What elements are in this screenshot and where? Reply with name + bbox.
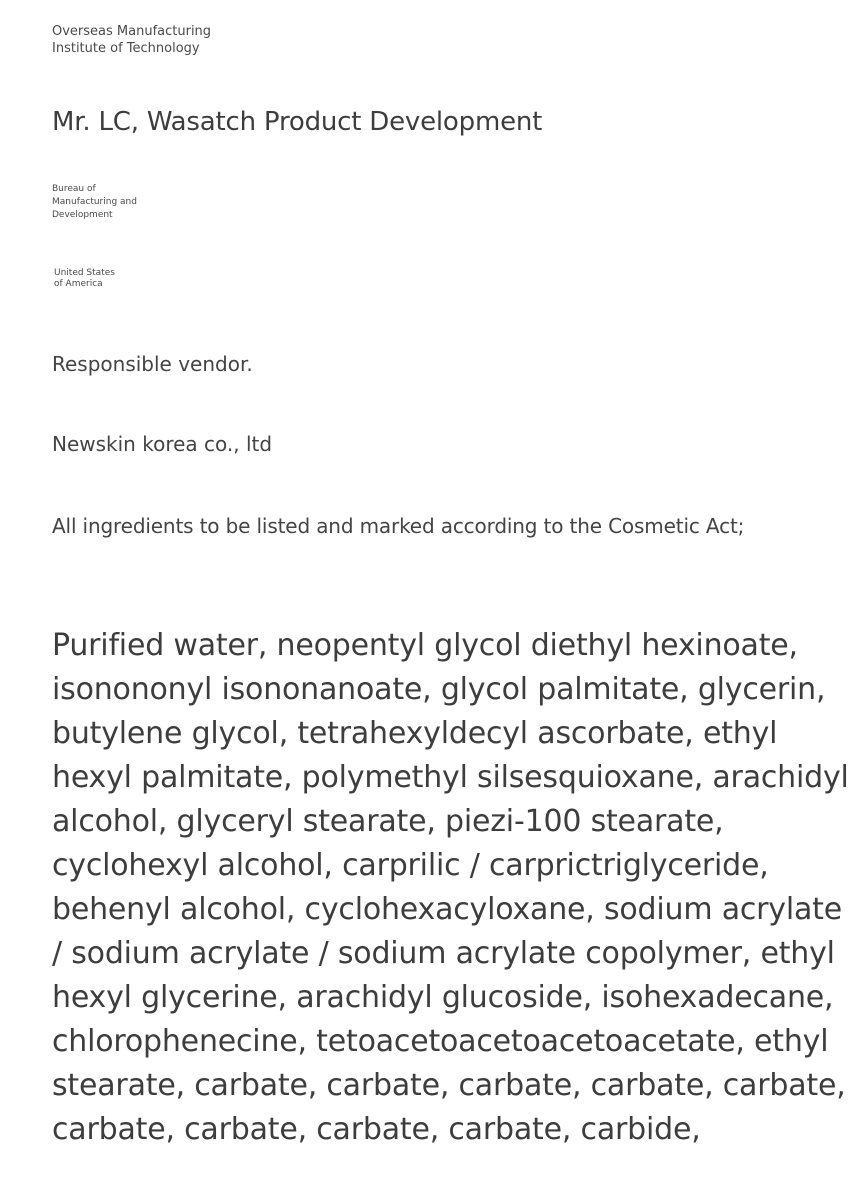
- ingredients-line: isonononyl isononanoate, glycol palmitate, glycerin,: [52, 672, 826, 707]
- organization-name-line-1: Overseas Manufacturing: [52, 24, 212, 39]
- vendor-name: Newskin korea co., ltd: [52, 432, 273, 456]
- ingredients-line: butylene glycol, tetrahexyldecyl ascorbate, ethyl: [52, 716, 778, 751]
- responsible-vendor-label: Responsible vendor.: [52, 352, 253, 376]
- ingredients-line: Purified water, neopentyl glycol diethyl hexinoate,: [52, 628, 798, 663]
- organization-name: [52, 23, 252, 57]
- country-name: [54, 268, 144, 290]
- country-name-line-2: of America: [54, 279, 103, 289]
- ingredients-statement: All ingredients to be listed and marked according to the Cosmetic Act;: [52, 514, 745, 538]
- ingredients-list: [52, 624, 849, 1152]
- bureau-name-line-1: Bureau of: [52, 184, 96, 194]
- ingredients-line: alcohol, glyceryl stearate, piezi-100 stearate,: [52, 804, 724, 839]
- document-title: Mr. LC, Wasatch Product Development: [52, 107, 543, 137]
- ingredients-line: chlorophenecine, tetoacetoacetoacetoacetate, ethyl: [52, 1024, 829, 1059]
- bureau-name: [52, 183, 162, 222]
- ingredients-line: / sodium acrylate / sodium acrylate copolymer, ethyl: [52, 936, 835, 971]
- organization-name-line-2: Institute of Technology: [52, 41, 200, 56]
- ingredients-line: cyclohexyl alcohol, carprilic / carprictriglyceride,: [52, 848, 769, 883]
- country-name-line-1: United States: [54, 268, 115, 278]
- ingredients-line: hexyl palmitate, polymethyl silsesquioxane, arachidyl: [52, 760, 849, 795]
- bureau-name-line-3: Development: [52, 210, 113, 220]
- bureau-name-line-2: Manufacturing and: [52, 197, 137, 207]
- ingredients-line: behenyl alcohol, cyclohexacyloxane, sodium acrylate: [52, 892, 843, 927]
- ingredients-line: carbate, carbate, carbate, carbate, carbide,: [52, 1112, 701, 1147]
- ingredients-line: hexyl glycerine, arachidyl glucoside, isohexadecane,: [52, 980, 834, 1015]
- ingredients-line: stearate, carbate, carbate, carbate, carbate, carbate,: [52, 1068, 846, 1103]
